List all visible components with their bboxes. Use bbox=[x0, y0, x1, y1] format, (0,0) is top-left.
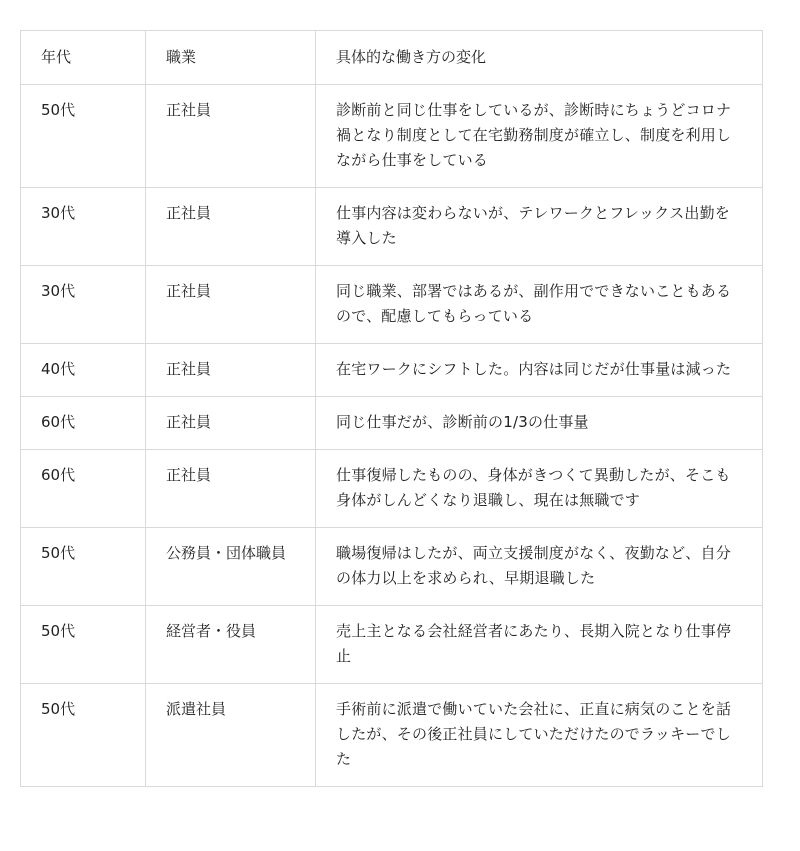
cell-age: 50代 bbox=[21, 85, 146, 188]
cell-change: 職場復帰はしたが、両立支援制度がなく、夜勤など、自分の体力以上を求められ、早期退職した bbox=[316, 528, 763, 606]
header-occupation: 職業 bbox=[146, 31, 316, 85]
cell-age: 50代 bbox=[21, 606, 146, 684]
cell-age: 50代 bbox=[21, 684, 146, 787]
cell-occupation: 正社員 bbox=[146, 344, 316, 397]
cell-change: 手術前に派遣で働いていた会社に、正直に病気のことを話したが、その後正社員にしていただけたのでラッキーでした bbox=[316, 684, 763, 787]
header-change: 具体的な働き方の変化 bbox=[316, 31, 763, 85]
header-row bbox=[21, 31, 763, 85]
work-change-table bbox=[20, 30, 763, 787]
work-change-table-container bbox=[20, 30, 762, 787]
table-row bbox=[21, 528, 763, 606]
cell-occupation: 派遣社員 bbox=[146, 684, 316, 787]
cell-age: 30代 bbox=[21, 266, 146, 344]
cell-occupation: 正社員 bbox=[146, 85, 316, 188]
cell-change: 仕事復帰したものの、身体がきつくて異動したが、そこも身体がしんどくなり退職し、現在は無職です bbox=[316, 450, 763, 528]
table-row bbox=[21, 684, 763, 787]
cell-age: 60代 bbox=[21, 450, 146, 528]
table-row bbox=[21, 606, 763, 684]
cell-age: 60代 bbox=[21, 397, 146, 450]
cell-age: 30代 bbox=[21, 188, 146, 266]
table-body bbox=[21, 85, 763, 787]
table-header bbox=[21, 31, 763, 85]
cell-change: 仕事内容は変わらないが、テレワークとフレックス出勤を導入した bbox=[316, 188, 763, 266]
cell-occupation: 正社員 bbox=[146, 266, 316, 344]
cell-change: 診断前と同じ仕事をしているが、診断時にちょうどコロナ禍となり制度として在宅勤務制度が確立し、制度を利用しながら仕事をしている bbox=[316, 85, 763, 188]
cell-age: 50代 bbox=[21, 528, 146, 606]
header-age: 年代 bbox=[21, 31, 146, 85]
cell-change: 同じ職業、部署ではあるが、副作用でできないこともあるので、配慮してもらっている bbox=[316, 266, 763, 344]
table-row bbox=[21, 85, 763, 188]
cell-change: 同じ仕事だが、診断前の1/3の仕事量 bbox=[316, 397, 763, 450]
cell-change: 売上主となる会社経営者にあたり、長期入院となり仕事停止 bbox=[316, 606, 763, 684]
cell-change: 在宅ワークにシフトした。内容は同じだが仕事量は減った bbox=[316, 344, 763, 397]
table-row bbox=[21, 188, 763, 266]
table-row bbox=[21, 397, 763, 450]
table-row bbox=[21, 266, 763, 344]
table-row bbox=[21, 450, 763, 528]
cell-age: 40代 bbox=[21, 344, 146, 397]
cell-occupation: 正社員 bbox=[146, 397, 316, 450]
cell-occupation: 公務員・団体職員 bbox=[146, 528, 316, 606]
cell-occupation: 正社員 bbox=[146, 450, 316, 528]
cell-occupation: 正社員 bbox=[146, 188, 316, 266]
table-row bbox=[21, 344, 763, 397]
cell-occupation: 経営者・役員 bbox=[146, 606, 316, 684]
